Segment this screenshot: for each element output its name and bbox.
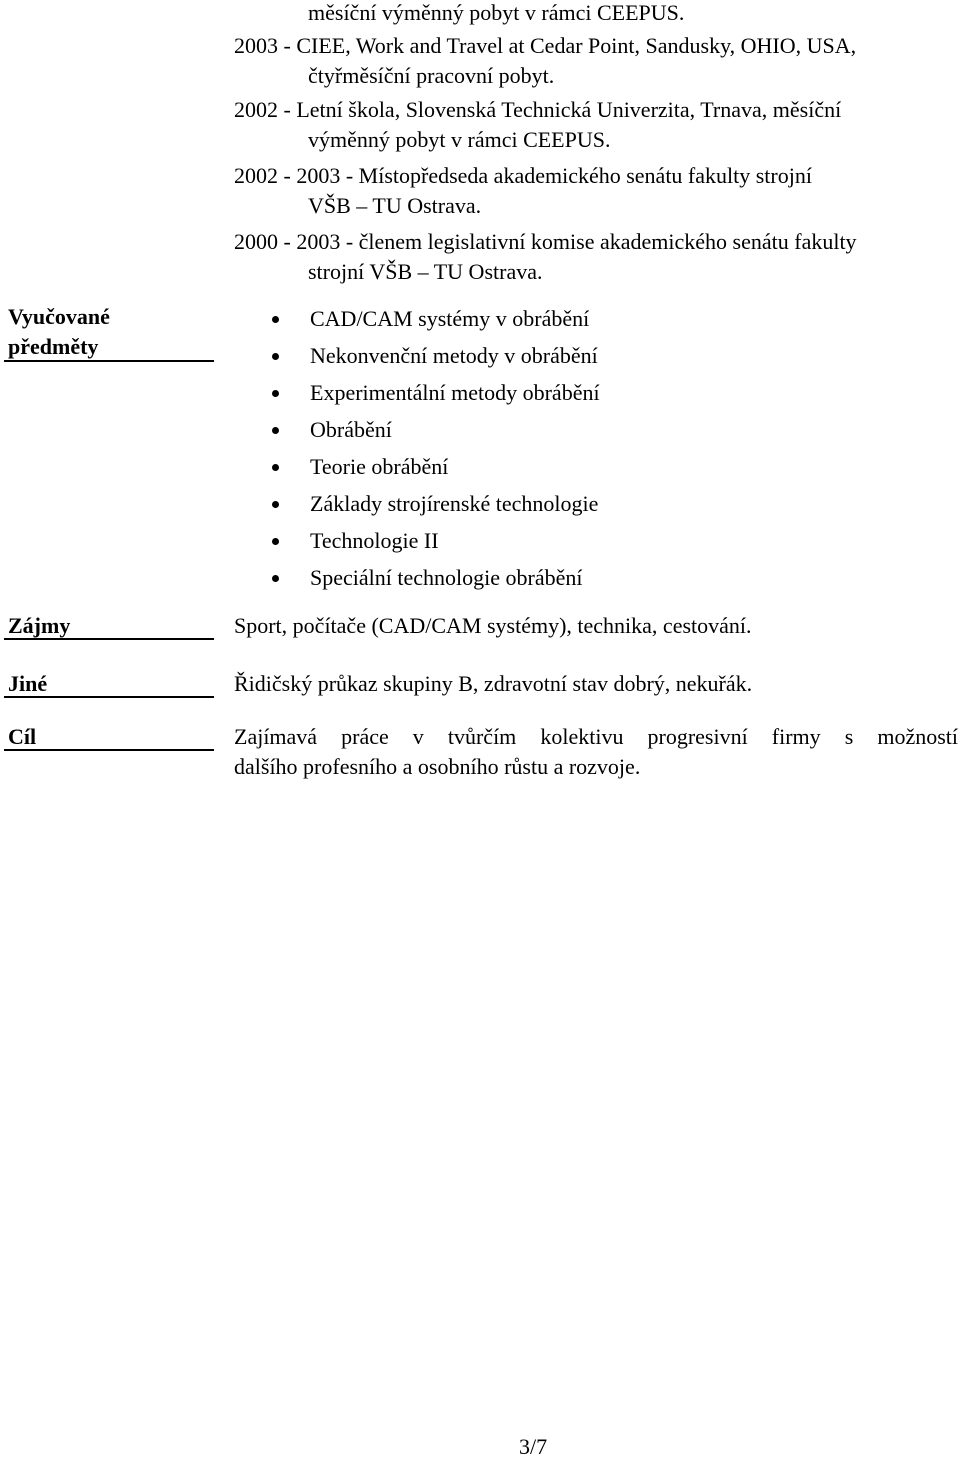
subjects-label — [8, 302, 214, 362]
bullet-icon — [272, 353, 279, 360]
other-label: Jiné — [8, 671, 48, 696]
page-number: 3/7 — [519, 1434, 548, 1459]
bullet-icon — [272, 538, 279, 545]
subject-item: Teorie obrábění — [310, 454, 449, 479]
history-entry: 2000 - 2003 - členem legislativní komise akademického senátu fakulty — [234, 229, 857, 254]
history-entry: 2003 - CIEE, Work and Travel at Cedar Point, Sandusky, OHIO, USA, — [234, 33, 857, 58]
interests-rule — [4, 638, 214, 640]
history-entry: 2002 - Letní škola, Slovenská Technická Univerzita, Trnava, měsíční — [234, 97, 842, 122]
other-text: Řidičský průkaz skupiny B, zdravotní stav dobrý, nekuřák. — [234, 671, 753, 696]
other-rule — [4, 696, 214, 698]
bullet-icon — [272, 464, 279, 471]
goal-rule — [4, 749, 214, 751]
history-entry-cont: strojní VŠB – TU Ostrava. — [308, 259, 543, 284]
subject-item: Speciální technologie obrábění — [310, 565, 583, 590]
history-entry-cont: výměnný pobyt v rámci CEEPUS. — [308, 127, 611, 152]
interests-label: Zájmy — [8, 613, 71, 638]
bullet-icon — [272, 501, 279, 508]
subject-item: Obrábění — [310, 417, 392, 442]
subjects-rule — [4, 360, 214, 362]
history-entry: 2002 - 2003 - Místopředseda akademického senátu fakulty strojní — [234, 163, 812, 188]
subjects-label-line1: Vyučované — [8, 304, 110, 329]
history-entry-cont: čtyřměsíční pracovní pobyt. — [308, 63, 555, 88]
goal-text-line2: dalšího profesního a osobního růstu a rozvoje. — [234, 754, 641, 779]
bullet-icon — [272, 575, 279, 582]
goal-label: Cíl — [8, 724, 37, 749]
goal-text-line1: Zajímavá práce v tvůrčím kolektivu progresivní firmy s možností — [234, 724, 958, 749]
subjects-label-line2: předměty — [8, 334, 99, 359]
bullet-icon — [272, 427, 279, 434]
history-continuation: měsíční výměnný pobyt v rámci CEEPUS. — [308, 0, 685, 25]
subject-item: Základy strojírenské technologie — [310, 491, 599, 516]
subject-item: Experimentální metody obrábění — [310, 380, 600, 405]
history-entry-cont: VŠB – TU Ostrava. — [308, 193, 482, 218]
interests-text: Sport, počítače (CAD/CAM systémy), technika, cestování. — [234, 613, 752, 638]
subject-item: CAD/CAM systémy v obrábění — [310, 306, 590, 331]
bullet-icon — [272, 390, 279, 397]
subject-item: Technologie II — [310, 528, 439, 553]
subject-item: Nekonvenční metody v obrábění — [310, 343, 598, 368]
bullet-icon — [272, 316, 279, 323]
